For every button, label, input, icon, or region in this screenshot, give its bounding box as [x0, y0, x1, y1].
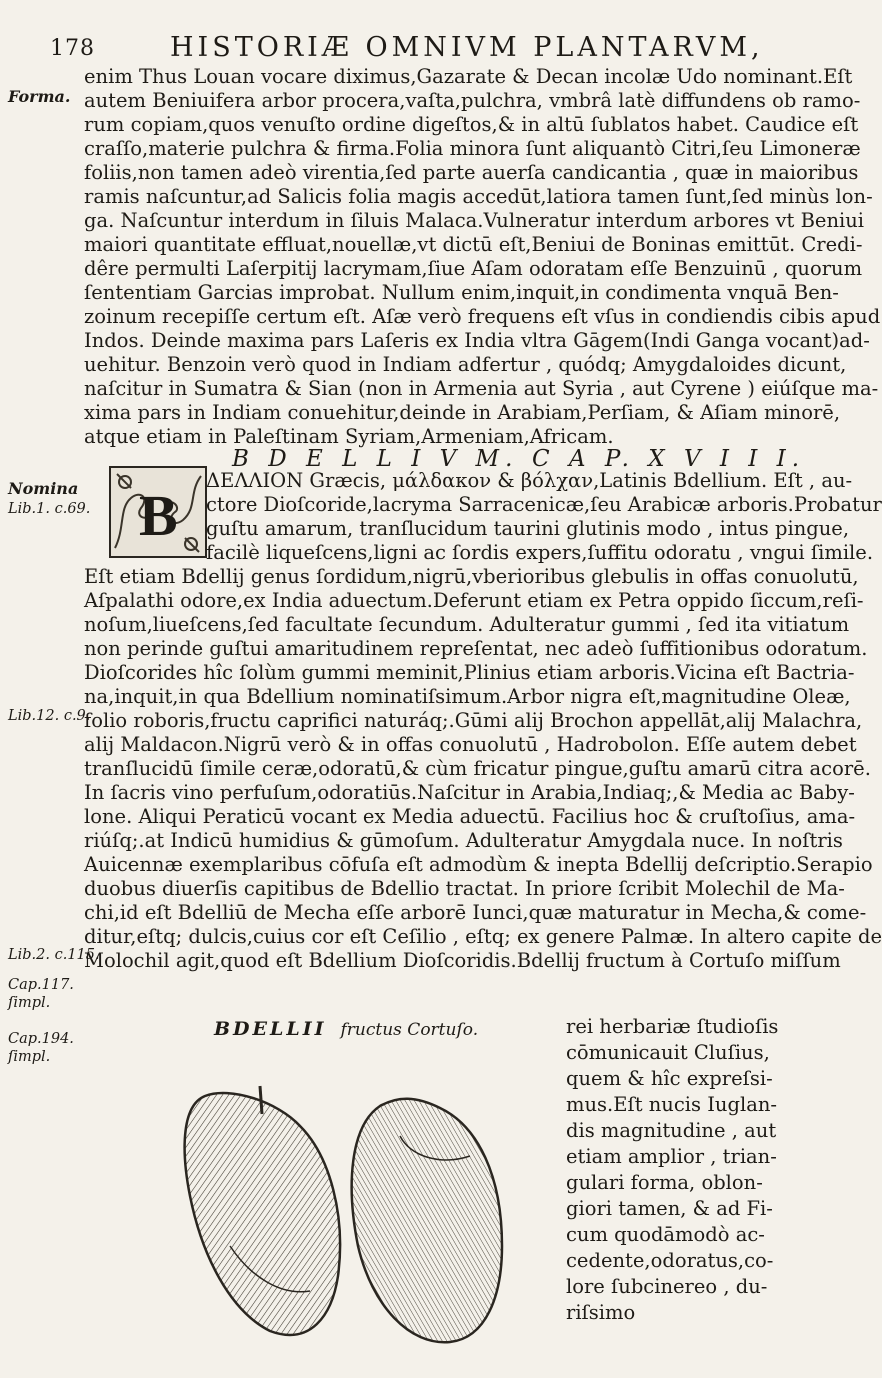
- text-line: zoinum recepiſſe certum eſt. Aſæ verò frequens eſt vſus in condiendis cibis apud: [84, 305, 881, 328]
- margin-note-forma: Forma.: [8, 87, 71, 106]
- text-line: quem & hîc expreſsi-: [566, 1067, 773, 1090]
- text-line: Dioſcorides hîc ſolùm gummi meminit,Plinius etiam arboris.Vicina eſt Bactria-: [84, 661, 855, 684]
- text-line: mus.Eſt nucis Iuglan-: [566, 1093, 777, 1116]
- text-line: Eſt etiam Bdellij genus ſordidum,nigrū,vberioribus glebulis in offas conuolutū,: [84, 565, 859, 588]
- text-line: etiam amplior , trian-: [566, 1145, 777, 1168]
- margin-note-cap117-simpl: ſimpl.: [8, 995, 51, 1011]
- text-line: In ſacris vino perfuſum,odoratiūs.Naſcitur in Arabia,Indiaq;,& Media ac Baby-: [84, 781, 855, 804]
- margin-note-lib12: Lib.12. c.9.: [8, 708, 91, 724]
- page-number: 178: [50, 36, 95, 61]
- text-line: tranſlucidū ſimile ceræ,odoratū,& cùm fricatur pingue,guſtu amarū citra acorē.: [84, 757, 871, 780]
- margin-note-cap117: Cap.117.: [8, 977, 74, 993]
- text-line: folio roboris,fructu caprifici naturáq;.Gūmi alij Brochon appellāt,alij Malachra,: [84, 709, 863, 732]
- text-line: naſcitur in Sumatra & Sian (non in Armenia aut Syria , aut Cyrene ) eiúſque ma-: [84, 377, 879, 400]
- margin-note-cap194-simpl: ſimpl.: [8, 1049, 51, 1065]
- text-line: non perinde guſtui amaritudinem repreſentat, nec adeò ſuffitionibus odoratum.: [84, 637, 868, 660]
- figure-subtitle: fructus Cortuſo.: [340, 1020, 479, 1040]
- text-line: riſsimo: [566, 1301, 636, 1324]
- text-line: Aſpalathi odore,ex India aduectum.Deferunt etiam ex Petra oppido ſiccum,reſi-: [84, 589, 864, 612]
- text-line: lore ſubcinereo , du-: [566, 1275, 768, 1298]
- page-header: [50, 22, 764, 63]
- text-line: dis magnitudine , aut: [566, 1119, 777, 1142]
- text-line: uehitur. Benzoin verò quod in Indiam adfertur , quódq; Amygdaloides dicunt,: [84, 353, 847, 376]
- text-line: Molochil agit,quod eſt Bdellium Dioſcoridis.Bdellij fructum à Cortuſo miſſum: [84, 949, 841, 972]
- bdellium-fruit-drawing: [110, 1046, 570, 1366]
- text-line: cedente,odoratus,co-: [566, 1249, 774, 1272]
- text-line: craſſo,materie pulchra & firma.Folia minora ſunt aliquantò Citri,ſeu Limoneræ: [84, 137, 861, 160]
- margin-note-lib2: Lib.2. c.115.: [8, 947, 100, 963]
- margin-note-nomina: Nomina: [8, 479, 79, 498]
- drop-cap-letter: B: [139, 483, 178, 548]
- text-line: noſum,liueſcens,ſed facultate ſecundum. Adulteratur gummi , ſed ita vitiatum: [84, 613, 850, 636]
- running-title: HISTORIÆ OMNIVM PLANTARVM,: [170, 32, 764, 63]
- text-line: na,inquit,in qua Bdellium nominatiſsimum.Arbor nigra eſt,magnitudine Oleæ,: [84, 685, 851, 708]
- text-line: enim Thus Louan vocare diximus,Gazarate & Decan incolæ Udo nominant.Eſt: [84, 65, 853, 88]
- text-line: cum quodāmodò ac-: [566, 1223, 765, 1246]
- text-line: duobus diuerſis capitibus de Bdellio tractat. In priore ſcribit Molechil de Ma-: [84, 877, 845, 900]
- figure-title: BDELLII: [214, 1018, 327, 1040]
- margin-note-cap194: Cap.194.: [8, 1031, 74, 1047]
- text-line: ramis naſcuntur,ad Salicis folia magis accedūt,latiora tamen ſunt,ſed minùs lon-: [84, 185, 873, 208]
- text-line: rum copiam,quos venuſto ordine digeſtos,& in altū ſublatos habet. Caudice eſt: [84, 113, 859, 136]
- text-line: guſtu amarum, tranſlucidum taurini glutinis modo , intus pingue,: [206, 517, 850, 540]
- margin-note-lib1: Lib.1. c.69.: [8, 501, 91, 517]
- text-line: lone. Aliqui Peraticū vocant ex Media aduectū. Facilius hoc & cruſtoſius, ama-: [84, 805, 856, 828]
- text-line: riúſq;.at Indicū humidius & gūmoſum. Adulteratur Amygdala nuce. In noſtris: [84, 829, 843, 852]
- text-line: cōmunicauit Cluſius,: [566, 1041, 770, 1064]
- text-line: Auicennæ exemplaribus cōfuſa eſt admodùm & inepta Bdellij deſcriptio.Serapio: [84, 853, 873, 876]
- text-line: ſententiam Garcias improbat. Nullum enim,inquit,in condimenta vnquā Ben-: [84, 281, 839, 304]
- figure-caption: [214, 1018, 478, 1040]
- text-line: chi,id eſt Bdelliū de Mecha eſſe arborē Iunci,quæ maturatur in Mecha,& come-: [84, 901, 867, 924]
- text-line: ditur,eſtq; dulcis,cuius cor eſt Ceſilio , eſtq; ex genere Palmæ. In altero capite de: [84, 925, 882, 948]
- text-line: ctore Dioſcoride,lacryma Sarracenicæ,ſeu Arabicæ arboris.Probatur: [206, 493, 882, 516]
- chapter-title: B D E L L I V M.: [232, 446, 519, 472]
- text-line: autem Beniuifera arbor procera,vaſta,pulchra, vmbrâ latè diffundens ob ramo-: [84, 89, 861, 112]
- text-line: ΔΕΛΛΙΟΝ Græcis, μάλδακον & βόλχαν,Latinis Bdellium. Eſt , au-: [206, 469, 853, 492]
- text-line: maiori quantitate effluat,nouellæ,vt dictū eſt,Beniui de Boninas emittūt. Credi-: [84, 233, 863, 256]
- fruit-side-view: [185, 1093, 340, 1335]
- text-line: rei herbariæ ſtudioſis: [566, 1015, 779, 1038]
- text-line: Indos. Deinde maxima pars Laſeris ex India vltra Gāgem(Indi Ganga vocant)ad-: [84, 329, 870, 352]
- bdellium-fruit-figure: [110, 1018, 570, 1358]
- text-line: gulari forma, oblon-: [566, 1171, 763, 1194]
- drop-cap-ornament: [109, 466, 207, 558]
- text-line: dêre permulti Laſerpitij lacrymam,ſiue Aſam odoratam eſſe Benzuinū , quorum: [84, 257, 863, 280]
- text-line: foliis,non tamen adeò virentia,ſed parte auerſa candicantia , quæ in maioribus: [84, 161, 859, 184]
- text-line: giori tamen, & ad Fi-: [566, 1197, 773, 1220]
- text-line: xima pars in Indiam conuehitur,deinde in Arabiam,Perſiam, & Aſiam minorē,: [84, 401, 841, 424]
- text-line: facilè liqueſcens,ligni ac ſordis expers,ſuffitu odoratu , vngui ſimile.: [206, 541, 874, 564]
- fruit-front-view: [352, 1099, 502, 1343]
- chapter-number: C A P. X V I I I.: [532, 446, 806, 472]
- text-line: alij Maldacon.Nigrū verò & in offas conuolutū , Hadrobolon. Eſſe autem debet: [84, 733, 857, 756]
- text-line: ga. Naſcuntur interdum in ſiluis Malaca.Vulneratur interdum arbores vt Beniui: [84, 209, 865, 232]
- text-line: atque etiam in Paleſtinam Syriam,Armeniam,Africam.: [84, 425, 614, 448]
